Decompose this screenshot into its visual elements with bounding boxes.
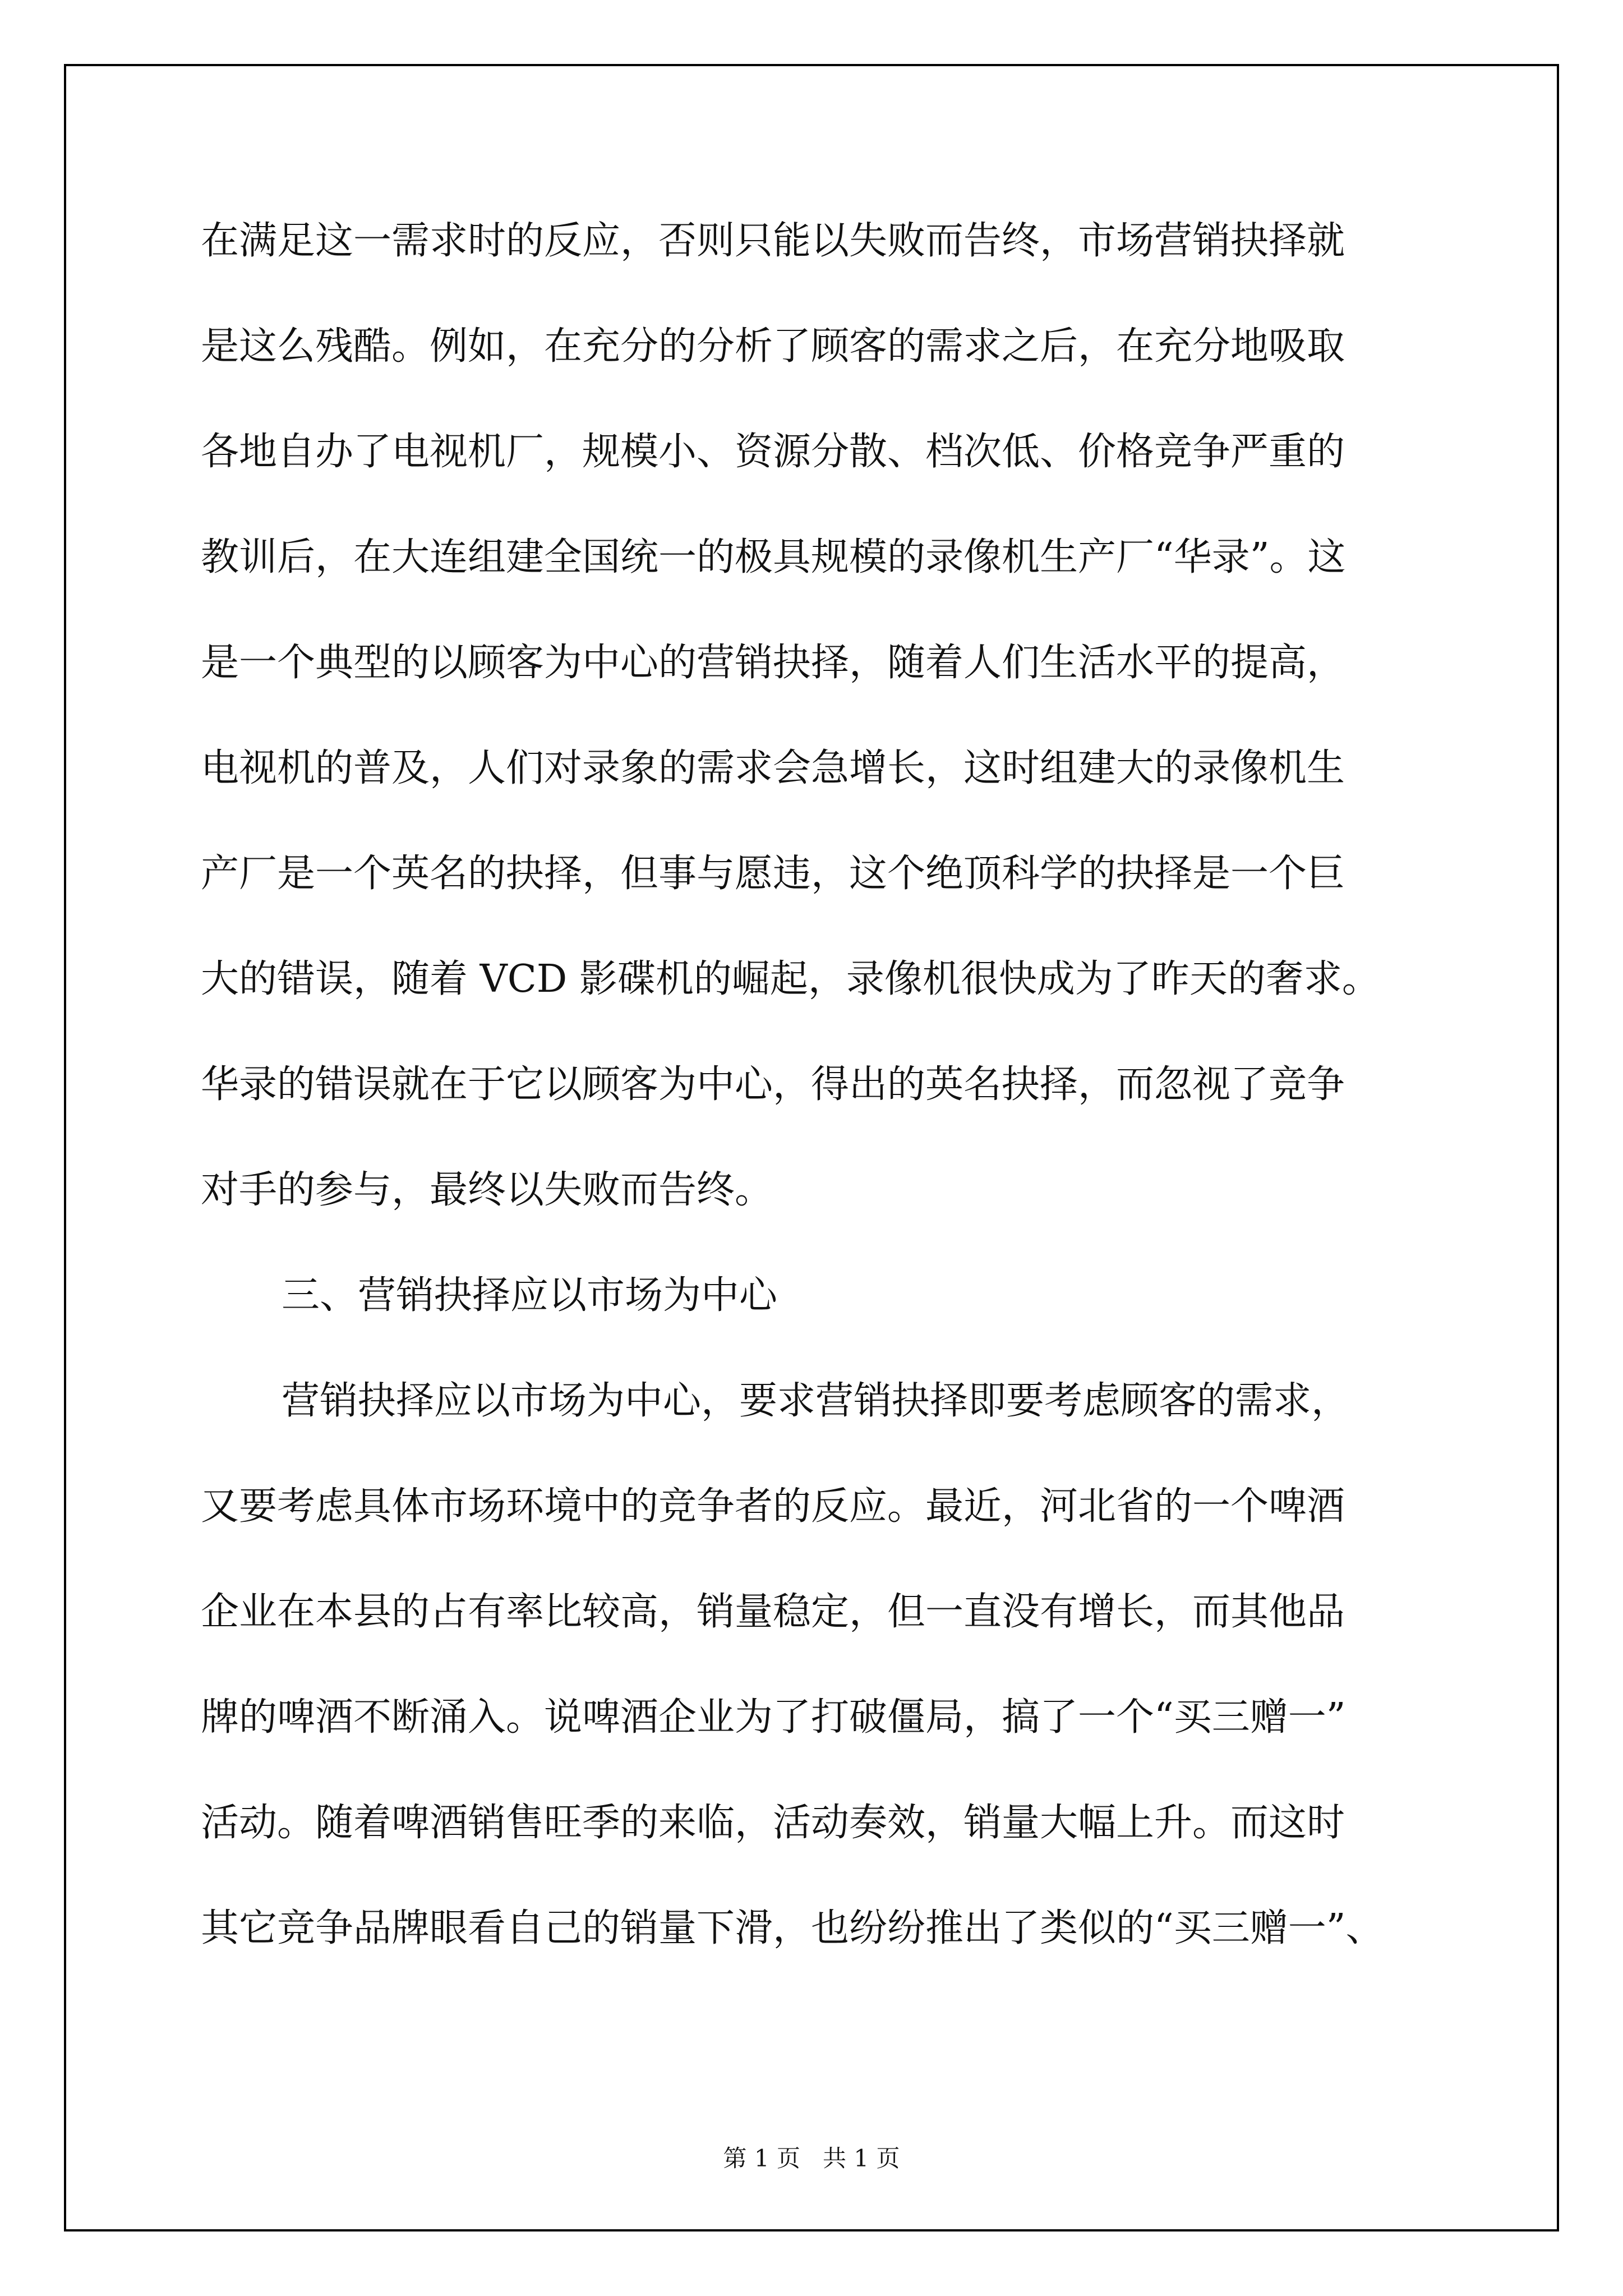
page-number-footer: 第 1 页 共 1 页 xyxy=(723,2145,900,2172)
text-line: 电视机的普及，人们对录象的需求会急增长，这时组建大的录像机生 xyxy=(201,746,1345,790)
text-line: 对手的参与，最终以失败而告终。 xyxy=(201,1168,773,1212)
text-line: 在满足这一需求时的反应，否则只能以失败而告终，市场营销抉择就 xyxy=(201,219,1345,263)
text-line: 是一个典型的以顾客为中心的营销抉择，随着人们生活水平的提高， xyxy=(201,641,1345,685)
text-line: 牌的啤酒不断涌入。说啤酒企业为了打破僵局，搞了一个“买三赠一” xyxy=(201,1695,1346,1740)
text-line: 教训后，在大连组建全国统一的极具规模的录像机生产厂“华录”。这 xyxy=(201,535,1346,579)
text-line: 又要考虑具体市场环境中的竞争者的反应。最近，河北省的一个啤酒 xyxy=(201,1484,1345,1529)
text-line: 华录的错误就在于它以顾客为中心，得出的英名抉择，而忽视了竞争 xyxy=(201,1062,1345,1107)
text-line: 其它竞争品牌眼看自己的销量下滑，也纷纷推出了类似的“买三赠一”、 xyxy=(201,1906,1384,1950)
text-line: 大的错误，随着 VCD 影碟机的崛起，录像机很快成为了昨天的奢求。 xyxy=(201,957,1380,1001)
text-line: 营销抉择应以市场为中心，要求营销抉择即要考虑顾客的需求， xyxy=(282,1379,1350,1423)
text-line: 活动。随着啤酒销售旺季的来临，活动奏效，销量大幅上升。而这时 xyxy=(201,1801,1345,1845)
document-body xyxy=(201,208,1485,2000)
text-line: 产厂是一个英名的抉择，但事与愿违，这个绝顶科学的抉择是一个巨 xyxy=(201,852,1345,896)
section-heading: 三、营销抉择应以市场为中心 xyxy=(282,1273,778,1318)
text-line: 各地自办了电视机厂，规模小、资源分散、档次低、价格竞争严重的 xyxy=(201,430,1345,474)
text-line: 是这么残酷。例如，在充分的分析了顾客的需求之后，在充分地吸取 xyxy=(201,324,1345,369)
text-line: 企业在本县的占有率比较高，销量稳定，但一直没有增长，而其他品 xyxy=(201,1590,1345,1634)
